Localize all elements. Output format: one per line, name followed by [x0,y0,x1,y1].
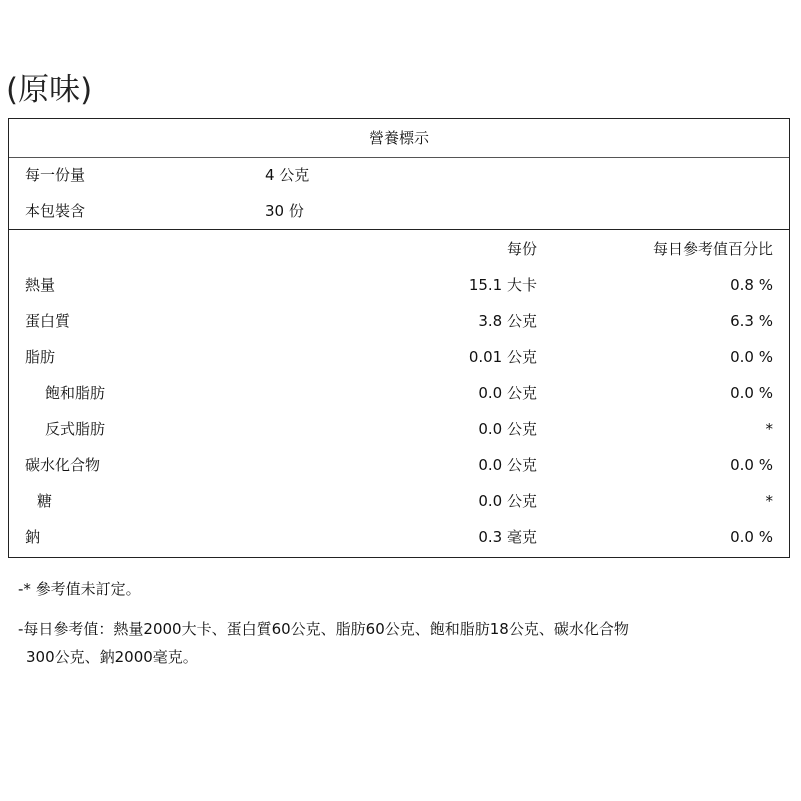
serving-size-value: 4 公克 [265,166,310,184]
column-header-row [9,231,789,267]
nutrient-daily-value: 0.0 % [730,528,773,546]
nutrient-daily-value: 0.0 % [730,384,773,402]
nutrient-row [9,447,789,483]
nutrient-name: 碳水化合物 [25,456,101,474]
servings-per-package-value: 30 份 [265,202,304,220]
nutrient-per-serving: 0.0 公克 [478,456,537,474]
panel-title: 營養標示 [9,119,789,158]
daily-value-header: 每日參考值百分比 [652,240,773,258]
footnote-star: -* 參考值未訂定。 [18,580,141,598]
serving-size-label: 每一份量 [25,166,86,184]
servings-per-package-row [9,193,789,229]
nutrient-per-serving: 3.8 公克 [478,312,537,330]
nutrient-per-serving: 15.1 大卡 [468,276,537,294]
flavor-title: (原味) [6,72,93,108]
nutrient-name: 蛋白質 [25,312,71,330]
nutrition-facts-table [8,118,790,558]
nutrient-daily-value: 0.0 % [730,348,773,366]
footnote-daily-value-line2: 300公克、鈉2000毫克。 [26,648,198,666]
nutrient-name: 鈉 [25,528,41,546]
nutrient-daily-value: 0.8 % [730,276,773,294]
nutrient-daily-value: * [765,420,773,438]
nutrient-daily-value: 0.0 % [730,456,773,474]
footnote-daily-value-line1: -每日參考值：熱量2000大卡、蛋白質60公克、脂肪60公克、飽和脂肪18公克、碳水化合物 [18,620,629,638]
section-divider [9,229,789,230]
nutrient-per-serving: 0.0 公克 [478,384,537,402]
nutrient-daily-value: 6.3 % [730,312,773,330]
nutrient-name: 糖 [37,492,53,510]
nutrient-per-serving: 0.01 公克 [468,348,537,366]
nutrient-name: 熱量 [25,276,56,294]
nutrient-per-serving: 0.3 毫克 [478,528,537,546]
nutrient-row [9,267,789,303]
per-serving-header: 每份 [506,240,537,258]
nutrient-row [9,339,789,375]
servings-per-package-label: 本包裝含 [25,202,86,220]
nutrient-row [9,519,789,555]
nutrient-row [9,375,789,411]
nutrient-row [9,483,789,519]
nutrient-name: 飽和脂肪 [45,384,106,402]
serving-size-row [9,157,789,193]
nutrient-per-serving: 0.0 公克 [478,420,537,438]
nutrient-name: 反式脂肪 [45,420,106,438]
nutrient-daily-value: * [765,492,773,510]
nutrient-row [9,303,789,339]
nutrient-row [9,411,789,447]
nutrient-per-serving: 0.0 公克 [478,492,537,510]
nutrient-name: 脂肪 [25,348,56,366]
